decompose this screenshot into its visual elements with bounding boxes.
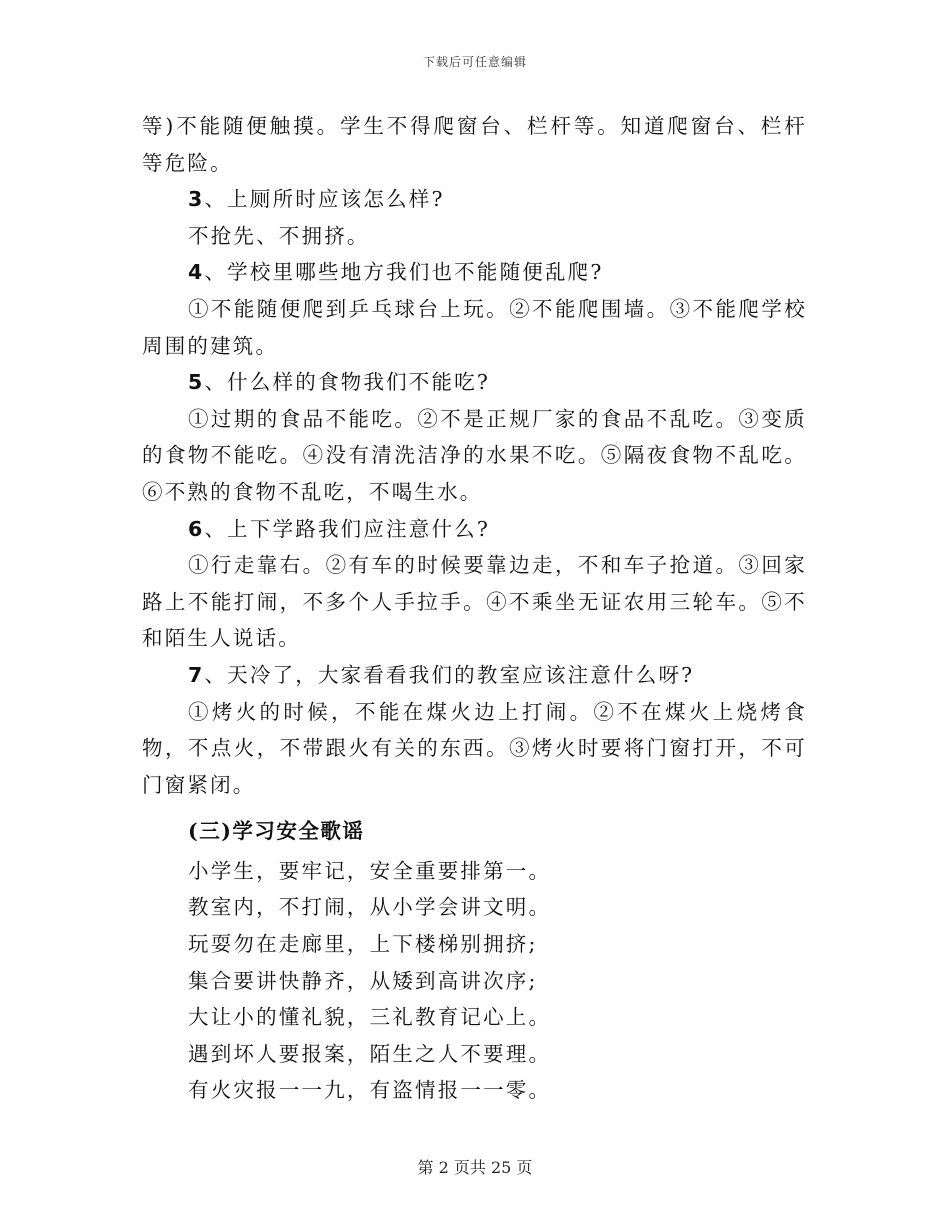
poem-line: 集合要讲快静齐，从矮到高讲次序; [188,968,538,993]
question-number: 5 [188,370,205,395]
document-body [142,108,807,1109]
section-heading: (三)学习安全歌谣 [188,819,365,844]
question-text: 、天冷了，大家看看我们的教室应该注意什么呀? [204,662,695,687]
answer-3: 不抢先、不拥挤。 [188,223,370,248]
question-text: 、什么样的食物我们不能吃? [204,370,491,395]
question-text: 、上下学路我们应注意什么? [204,516,491,541]
answer-5: ①过期的食品不能吃。②不是正规厂家的食品不乱吃。③变质的食物不能吃。④没有清洗洁净的水果不吃。⑤隔夜食物不乱吃。⑥不熟的食物不乱吃，不喝生水。 [142,406,807,504]
question-text: 、上厕所时应该怎么样? [204,187,445,212]
poem-line: 小学生，要牢记，安全重要排第一。 [188,858,552,883]
page-header: 下载后可任意编辑 [422,55,527,69]
question-6 [142,511,807,548]
paragraph-continuation: 等)不能随便触摸。学生不得爬窗台、栏杆等。知道爬窗台、栏杆等危险。 [142,114,807,175]
poem-line: 教室内，不打闹，从小学会讲文明。 [188,895,552,920]
poem-line: 大让小的懂礼貌，三礼教育记心上。 [188,1005,552,1030]
question-5 [142,364,807,401]
question-number: 4 [188,260,205,285]
question-number: 3 [188,187,205,212]
poem-line: 遇到坏人要报案，陌生之人不要理。 [188,1041,552,1066]
question-7 [142,657,807,694]
answer-7: ①烤火的时候，不能在煤火边上打闹。②不在煤火上烧烤食物，不点火，不带跟火有关的东西。③烤火时要将门窗打开，不可门窗紧闭。 [142,699,807,797]
poem-line: 有火灾报一一九，有盗情报一一零。 [188,1078,552,1103]
answer-6: ①行走靠右。②有车的时候要靠边走，不和车子抢道。③回家路上不能打闹，不多个人手拉手。④不乘坐无证农用三轮车。⑤不和陌生人说话。 [142,553,807,651]
question-4 [142,254,807,291]
page-footer: 第 2 页共 25 页 [417,1158,533,1177]
question-3 [142,181,807,218]
question-text: 、学校里哪些地方我们也不能随便乱爬? [204,260,604,285]
poem-line: 玩耍勿在走廊里，上下楼梯别拥挤; [188,932,538,957]
question-number: 6 [188,516,205,541]
question-number: 7 [188,662,205,687]
answer-4: ①不能随便爬到乒乓球台上玩。②不能爬围墙。③不能爬学校周围的建筑。 [142,296,807,358]
